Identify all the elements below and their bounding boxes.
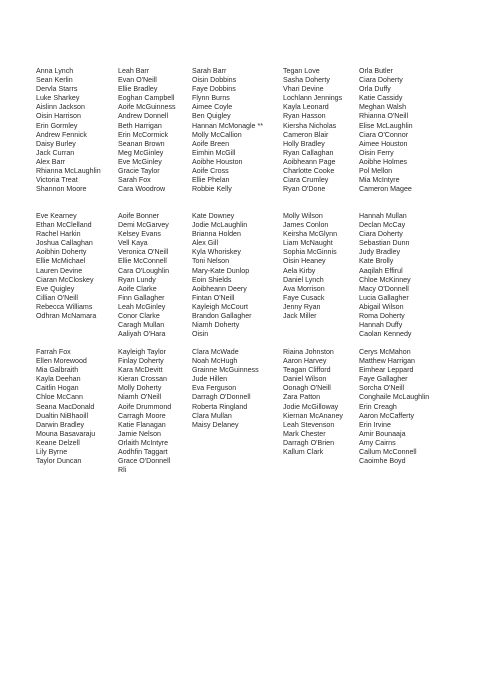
name-entry: Eimhin McGill [192, 148, 236, 157]
name-entry: Leah Barr [118, 67, 150, 75]
name-entry: Mary-Kate Dunlop [192, 266, 250, 275]
name-entry: Aoibhe Holmes [359, 157, 408, 166]
name-entry: Cameron Blair [283, 130, 329, 139]
name-entry: Aaliyah O'Hara [118, 330, 166, 339]
name-entry: Hannah Mullan [359, 212, 407, 220]
name-entry: Aislinn Jackson [36, 103, 85, 112]
name-entry: Victoria Treat [36, 176, 78, 185]
name-entry: Ryan Callaghan [283, 148, 334, 157]
name-entry: Hannan McMonagle ** [192, 121, 263, 130]
name-entry: Rhianna O'Neill [359, 112, 409, 121]
name-entry: Sophia McGinnis [283, 248, 337, 257]
name-entry: Alex Gill [192, 239, 219, 248]
name-entry: Aoife Breen [192, 139, 230, 148]
name-entry: Maisy Delaney [192, 420, 239, 429]
name-entry: Jodie McLaughlin [192, 221, 248, 230]
name-entry: Holly Bradley [283, 139, 325, 148]
name-entry: Jenny Ryan [283, 302, 321, 311]
name-entry: Aaron McCafferty [359, 411, 415, 420]
name-column [192, 348, 282, 430]
name-entry: Erin Gormley [36, 121, 78, 130]
name-entry: Meghan Walsh [359, 103, 407, 112]
name-entry: Eoghan Campbell [118, 94, 175, 103]
name-entry: Aimee Coyle [192, 103, 233, 112]
name-entry: Aoibhin Doherty [36, 248, 87, 257]
name-entry: Molly Doherty [118, 384, 162, 393]
name-entry: Ava Morrison [283, 284, 325, 293]
name-entry: Faye Gallagher [359, 375, 408, 384]
name-entry: Rhianna McLaughlin [36, 167, 101, 176]
name-entry: Odhran McNamara [36, 312, 97, 321]
name-entry: Kate Brolly [359, 257, 394, 266]
name-entry: Hannah Duffy [359, 321, 403, 330]
name-entry: Caitlin Hogan [36, 384, 79, 393]
name-entry: Macy O'Donnell [359, 284, 409, 293]
name-entry: Finn Gallagher [118, 293, 165, 302]
name-entry: Ellen Morewood [36, 357, 87, 366]
name-entry: Andrew Donnell [118, 112, 169, 121]
name-entry: Demi McGarvey [118, 221, 169, 230]
name-entry: Tegan Love [283, 67, 320, 75]
name-entry: Aaqilah Effirul [359, 266, 403, 275]
name-entry: Sasha Doherty [283, 76, 330, 85]
name-entry: Sarah Fox [118, 176, 151, 185]
name-entry: Luke Sharkey [36, 94, 80, 103]
name-entry: Aoibhe Houston [192, 157, 243, 166]
name-entry: Rli [118, 466, 127, 475]
name-entry: Clara Mullan [192, 411, 232, 420]
name-entry: Callum McConnell [359, 448, 417, 457]
name-entry: Kara McDevitt [118, 366, 163, 375]
name-entry: Orla Duffy [359, 85, 391, 94]
name-entry: Charlotte Cooke [283, 167, 335, 176]
name-column [36, 348, 126, 466]
name-entry: Aela Kirby [283, 266, 316, 275]
name-entry: Conor Clarke [118, 312, 160, 321]
name-entry: Aoibheann Deery [192, 284, 247, 293]
name-entry: Ellie McConnell [118, 257, 167, 266]
name-entry: Ellie McMichael [36, 257, 86, 266]
name-entry: Orlaith McIntyre [118, 438, 169, 447]
name-entry: Chloe McCann [36, 393, 83, 402]
name-entry: Beth Harrigan [118, 121, 162, 130]
name-entry: Ellie Phelan [192, 176, 230, 185]
name-entry: Katie Flanagan [118, 420, 166, 429]
name-entry: Kieran Crossan [118, 375, 167, 384]
name-entry: Cameron Magee [359, 185, 412, 194]
name-entry: Oonagh O'Neill [283, 384, 331, 393]
name-entry: Darragh O'Brien [283, 438, 335, 447]
name-entry: Eva Ferguson [192, 384, 237, 393]
name-column [192, 212, 282, 339]
name-entry: Lily Byrne [36, 448, 68, 457]
name-entry: Jack Miller [283, 312, 317, 321]
name-entry: Carragh Moore [118, 411, 166, 420]
name-entry: Ryan Hasson [283, 112, 326, 121]
name-entry: Ciaran McCloskey [36, 275, 94, 284]
name-entry: Evan O'Neill [118, 76, 157, 85]
name-entry: Joshua Callaghan [36, 239, 93, 248]
name-entry: Kallum Clark [283, 448, 324, 457]
name-entry: Noah McHugh [192, 357, 238, 366]
name-entry: Faye Dobbins [192, 85, 236, 94]
name-entry: Shannon Moore [36, 185, 87, 194]
name-entry: Kiernan McAnaney [283, 411, 343, 420]
name-entry: Roberta Ringland [192, 402, 248, 411]
name-entry: Aoife Bonner [118, 212, 160, 220]
name-entry: Mia McIntyre [359, 176, 400, 185]
name-entry: Ciara Crumley [283, 176, 329, 185]
name-entry: Roma Doherty [359, 312, 405, 321]
name-entry: Ethan McClelland [36, 221, 92, 230]
name-entry: Sorcha O'Neill [359, 384, 405, 393]
name-entry: Dualtin NiBhaoill [36, 411, 89, 420]
name-entry: Mia Galbraith [36, 366, 79, 375]
name-entry: Sarah Barr [192, 67, 227, 75]
name-entry: Eve Quigley [36, 284, 75, 293]
name-entry: Eve McGinley [118, 157, 162, 166]
name-entry: Kyla Whoriskey [192, 248, 241, 257]
name-entry: Aoife Cross [192, 167, 229, 176]
name-entry: Aaron Harvey [283, 357, 327, 366]
name-entry: Ciara O'Connor [359, 130, 409, 139]
name-column [192, 67, 282, 194]
name-entry: Jude Hillen [192, 375, 228, 384]
name-entry: Matthew Harrigan [359, 357, 415, 366]
name-entry: Katie Cassidy [359, 94, 403, 103]
name-entry: Andrew Fennick [36, 130, 87, 139]
name-entry: Fintan O'Neill [192, 293, 235, 302]
name-entry: Darragh O'Donnell [192, 393, 251, 402]
name-entry: Oisin Ferry [359, 148, 394, 157]
name-entry: Orla Butler [359, 67, 393, 75]
name-column [359, 67, 449, 194]
name-entry: Conghaile McLaughlin [359, 393, 430, 402]
name-entry: Aoife McGuinness [118, 103, 176, 112]
name-entry: Ciara Doherty [359, 76, 403, 85]
name-column [359, 348, 449, 466]
name-entry: Oisin Harrison [36, 112, 81, 121]
name-entry: Finlay Doherty [118, 357, 164, 366]
name-entry: Molly McCallion [192, 130, 242, 139]
name-entry: Molly Wilson [283, 212, 323, 220]
name-entry: Kayla Leonard [283, 103, 329, 112]
name-entry: Eimhear Leppard [359, 366, 414, 375]
name-entry: Grace O'Donnell [118, 457, 171, 466]
name-entry: Erin Creagh [359, 402, 397, 411]
name-entry: Faye Cusack [283, 293, 325, 302]
name-entry: Aoibheann Page [283, 157, 336, 166]
name-entry: Oisin [192, 330, 209, 339]
name-entry: Gracie Taylor [118, 167, 160, 176]
name-entry: Elise McLaughlin [359, 121, 413, 130]
name-entry: Judy Bradley [359, 248, 401, 257]
name-entry: Robbie Kelly [192, 185, 232, 194]
name-entry: Leah McGinley [118, 302, 166, 311]
name-entry: Jodie McGilloway [283, 402, 339, 411]
name-entry: Anna Lynch [36, 67, 74, 75]
name-entry: Cillian O'Neill [36, 293, 78, 302]
name-entry: Erin McCormick [118, 130, 169, 139]
name-entry: Mark Chester [283, 429, 326, 438]
name-entry: Taylor Duncan [36, 457, 82, 466]
name-entry: James Conlon [283, 221, 329, 230]
name-column [36, 212, 126, 321]
name-entry: Toni Nelson [192, 257, 230, 266]
name-entry: Riaina Johnston [283, 348, 334, 356]
name-entry: Keirsha McGlynn [283, 230, 338, 239]
name-entry: Kayleigh McCourt [192, 302, 248, 311]
name-entry: Ben Quigley [192, 112, 231, 121]
name-entry: Amir Bounaaja [359, 429, 406, 438]
name-entry: Liam McNaught [283, 239, 333, 248]
name-entry: Kate Downey [192, 212, 235, 220]
name-entry: Kelsey Evans [118, 230, 161, 239]
name-entry: Brandon Gallagher [192, 312, 252, 321]
name-entry: Eoin Shields [192, 275, 232, 284]
name-entry: Brianna Holden [192, 230, 241, 239]
name-entry: Ellie Bradley [118, 85, 158, 94]
name-entry: Leah Stevenson [283, 420, 335, 429]
name-entry: Declan McCay [359, 221, 406, 230]
name-entry: Daniel Lynch [283, 275, 324, 284]
name-entry: Oisin Heaney [283, 257, 326, 266]
name-entry: Kayleigh Taylor [118, 348, 166, 356]
name-entry: Kayla Deehan [36, 375, 81, 384]
name-entry: Rachel Harkin [36, 230, 81, 239]
name-entry: Daniel Wilson [283, 375, 327, 384]
name-entry: Flynn Burns [192, 94, 230, 103]
name-entry: Niamh Doherty [192, 321, 240, 330]
name-entry: Zara Patton [283, 393, 321, 402]
name-entry: Grainne McGuinness [192, 366, 259, 375]
name-entry: Cerys McMahon [359, 348, 411, 356]
name-entry: Rebecca Williams [36, 302, 93, 311]
name-entry: Clara McWade [192, 348, 239, 356]
name-entry: Mouna Basavaraju [36, 429, 96, 438]
name-entry: Abigail Wilson [359, 302, 404, 311]
name-entry: Teagan Clifford [283, 366, 331, 375]
name-entry: Vell Kaya [118, 239, 148, 248]
name-entry: Ryan O'Done [283, 185, 326, 194]
name-entry: Jack Curran [36, 148, 75, 157]
name-entry: Ciara Doherty [359, 230, 403, 239]
name-entry: Ryan Lundy [118, 275, 156, 284]
name-entry: Aodhfin Taggart [118, 448, 168, 457]
name-column [359, 212, 449, 339]
name-entry: Darwin Bradley [36, 420, 85, 429]
name-entry: Caragh Mullan [118, 321, 165, 330]
name-entry: Oisin Dobbins [192, 76, 237, 85]
name-entry: Veronica O'Neill [118, 248, 169, 257]
name-entry: Chloe McKinney [359, 275, 411, 284]
name-entry: Eve Kearney [36, 212, 77, 220]
name-entry: Lochlann Jennings [283, 94, 343, 103]
name-entry: Keane Delzell [36, 438, 80, 447]
name-entry: Erin Irvine [359, 420, 391, 429]
name-entry: Meg McGinley [118, 148, 164, 157]
name-entry: Pol Mellon [359, 167, 393, 176]
name-entry: Caoimhe Boyd [359, 457, 406, 466]
name-entry: Aoife Drummond [118, 402, 172, 411]
name-entry: Alex Barr [36, 157, 66, 166]
name-entry: Aimee Houston [359, 139, 408, 148]
name-entry: Niamh O'Neill [118, 393, 162, 402]
name-entry: Sean Kerlin [36, 76, 73, 85]
name-entry: Caolan Kennedy [359, 330, 412, 339]
name-entry: Seana MacDonald [36, 402, 95, 411]
name-entry: Jamie Nelson [118, 429, 161, 438]
name-entry: Kiersha Nicholas [283, 121, 337, 130]
name-entry: Lucia Gallagher [359, 293, 409, 302]
name-entry: Amy Cairns [359, 438, 396, 447]
name-column [36, 67, 126, 194]
name-entry: Lauren Devine [36, 266, 83, 275]
name-entry: Vhari Devine [283, 85, 324, 94]
name-entry: Cara Woodrow [118, 185, 166, 194]
name-entry: Cara O'Loughlin [118, 266, 170, 275]
name-entry: Aoife Clarke [118, 284, 157, 293]
name-entry: Daisy Burley [36, 139, 76, 148]
name-entry: Sebastian Dunn [359, 239, 410, 248]
name-entry: Farrah Fox [36, 348, 71, 356]
name-entry: Seanan Brown [118, 139, 165, 148]
name-entry: Dervla Starrs [36, 85, 78, 94]
